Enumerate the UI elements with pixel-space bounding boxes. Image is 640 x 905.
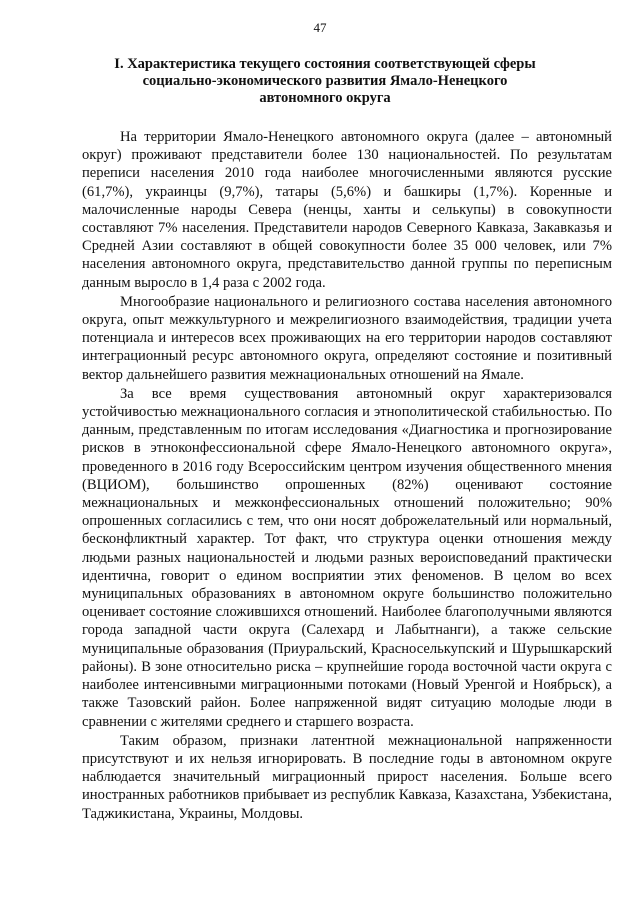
section-heading <box>110 56 540 107</box>
paragraph-stability: За все время существования автономный округ характеризовался устойчивостью межнационального согласия и этнополитической стабильностью. По данным, представленным по итогам исследования «Диагностика и прогнозирование рисков в этноконфессиональной сфере Ямало-Ненецкого автономного округа», проведенного в 2016 году Всероссийским центром изучения общественного мнения (ВЦИОМ), большинство опрошенных (82%) оценивают состояние межнациональных и межконфессиональных отношений положительно; 90% опрошенных согласились с тем, что они носят доброжелательный или нормальный, бесконфликтный характер. Тот факт, что структура оценки отношения между людьми разных национальностей и людьми разных вероисповеданий практически идентична, говорит о едином восприятии этих феноменов. В целом во всех муниципальных образованиях в автономном округе большинство положительно оценивает состояние сложившихся отношений. Наиболее благополучными являются города западной части округа (Салехард и Лабытнанги), а также сельские муниципальные образования (Приуральский, Красноселькупский и Шурышкарский районы). В зоне относительно риска – крупнейшие города восточной части округа с наиболее интенсивными миграционными потоками (Новый Уренгой и Ноябрьск), а также Тазовский район. Более напряженной видят ситуацию молодые люди в сравнении с жителями среднего и старшего возраста. <box>82 385 612 730</box>
paragraph-diversity: Многообразие национального и религиозного состава населения автономного округа, опыт межкультурного и межрелигиозного взаимодействия, традиции учета потенциала и интересов всех проживающих на его территории народов составляют интеграционный ресурс автономного округа, определяют состояние и позитивный вектор дальнейшего развития межнациональных отношений на Ямале. <box>82 293 612 383</box>
heading-line-2: социально-экономического развития Ямало-Ненецкого <box>142 73 508 89</box>
paragraph-migration: Таким образом, признаки латентной межнациональной напряженности присутствуют и их нельзя игнорировать. В последние годы в автономном округе наблюдается значительный миграционный прирост населения. Больше всего иностранных работников прибывает из республик Кавказа, Казахстана, Узбекистана, Таджикистана, Украины, Молдовы. <box>82 732 612 822</box>
paragraph-population: На территории Ямало-Ненецкого автономного округа (далее – автономный округ) проживают представители более 130 национальностей. По результатам переписи населения 2010 года наиболее многочисленными являются русские (61,7%), украинцы (9,7%), татары (5,6%) и башкиры (1,7%). Коренные и малочисленные народы Севера (ненцы, ханты и селькупы) в совокупности составляют 7% населения. Представители народов Северного Кавказа, Закавказья и Средней Азии составляют в общей совокупности более 35 000 человек, или 7% населения автономного округа, представительство данной группы по переписным данным выросло в 1,4 раза с 2002 года. <box>82 129 612 291</box>
heading-line-1: I. Характеристика текущего состояния соответствующей сферы <box>114 56 536 72</box>
document-body <box>82 128 612 823</box>
page-number: 47 <box>313 20 327 35</box>
heading-line-3: автономного округа <box>259 90 391 106</box>
